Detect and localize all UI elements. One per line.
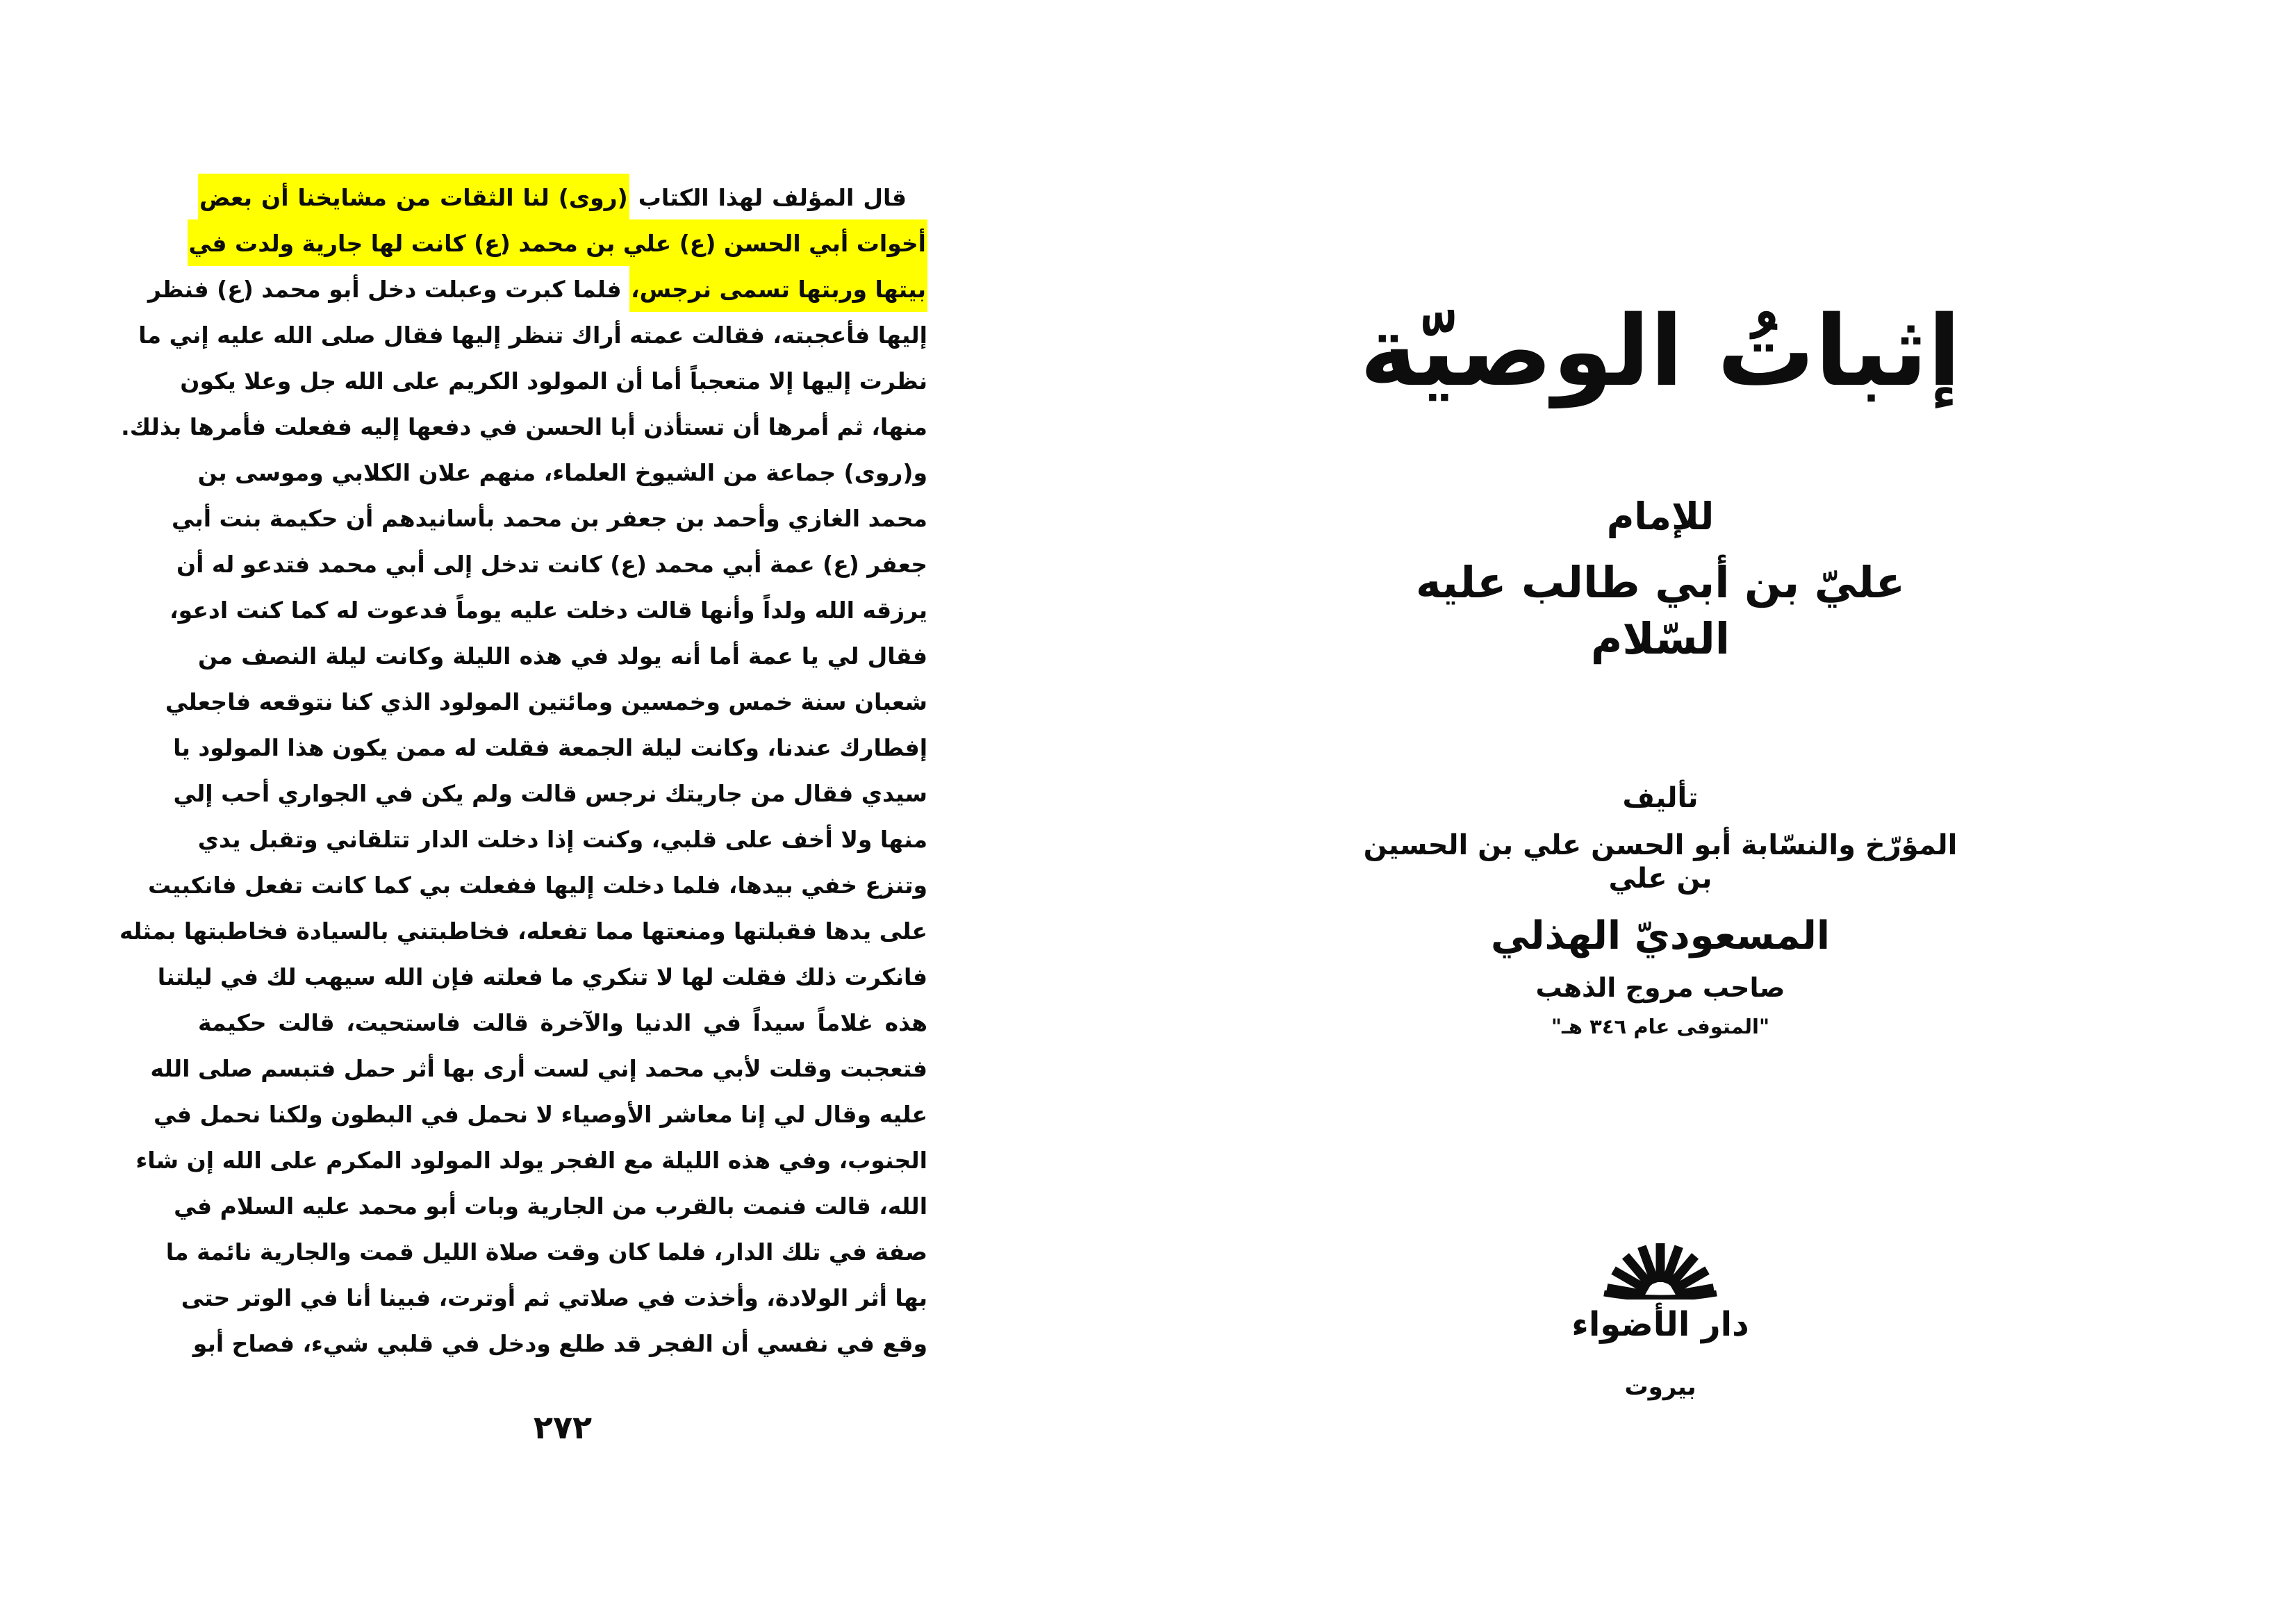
text-line [173, 725, 927, 771]
author-name-line: المؤرّخ والنسّابة أبو الحسن علي بن الحسين بن علي [1363, 829, 1958, 895]
author-surname: المسعوديّ الهذلي [1490, 913, 1831, 959]
dedication-label: للإمام [1606, 495, 1715, 538]
text-line [165, 679, 927, 725]
text-line [198, 633, 927, 679]
text-segment: منها، ثم أمرها أن تستأذن أبا الحسن في دفعها إليه ففعلت فأمرها بذلك. [121, 413, 927, 440]
text-line [121, 404, 927, 450]
text-line [176, 542, 927, 588]
right-page [1355, 274, 1966, 1401]
text-segment: صفة في تلك الدار، فلما كان وقت صلاة الليل قمت والجارية نائمة ما [165, 1238, 927, 1265]
text-line [153, 1092, 927, 1138]
text-line [198, 817, 927, 863]
text-line [148, 863, 927, 908]
text-segment: نظرت إليها إلا متعجباً أما أن المولود الكريم على الله جل وعلا يكون [180, 367, 927, 395]
text-line [170, 588, 927, 633]
text-segment: إفطارك عندنا، وكانت ليلة الجمعة فقلت له ممن يكون هذا المولود يا [173, 734, 927, 761]
publisher-logo [1355, 1234, 1966, 1300]
publisher-city: بيروت [1624, 1372, 1696, 1401]
authored-by-label: تأليف [1622, 782, 1699, 815]
text-segment: و(روى) جماعة من الشيوخ العلماء، منهم علان الكلابي وموسى بن [197, 459, 927, 486]
text-line [173, 771, 927, 817]
text-segment: على يدها فقبلتها ومنعتها مما تفعله، فخاطبتني بالسيادة فخاطبتها بمثله [119, 918, 927, 945]
text-segment: وتنزع خفي بيدها، فلما دخلت إليها ففعلت بي كما كانت تفعل فانكبيت [148, 872, 927, 899]
text-line [181, 1275, 927, 1321]
highlighted-phrase: (روى) لنا الثقات من مشايخنا أن بعض [198, 174, 629, 220]
text-segment: فانكرت ذلك فقلت لها لا تنكري ما فعلته فإن الله سيهب لك في ليلتنا [157, 963, 927, 990]
left-page-text [119, 175, 927, 1367]
text-line [198, 175, 927, 221]
text-segment: جعفر (ع) عمة أبي محمد (ع) كانت تدخل إلى أبي محمد فتدعو له أن [176, 551, 927, 578]
author-famous-work: صاحب مروج الذهب [1535, 972, 1785, 1003]
text-line [198, 450, 927, 496]
text-line [138, 313, 927, 358]
text-line [198, 1000, 927, 1046]
text-segment: وقع في نفسي أن الفجر قد طلع ودخل في قلبي شيء، فصاح أبو [192, 1330, 927, 1357]
text-segment: منها ولا أخف على قلبي، وكنت إذا دخلت الدار تتلقاني وتقبل يدي [197, 826, 927, 853]
text-segment: إليها فأعجبته، فقالت عمته أراك تنظر إليها فقال صلى الله عليه إني ما [138, 322, 927, 349]
text-line [192, 1321, 927, 1367]
text-segment: شعبان سنة خمس وخمسين ومائتين المولود الذي كنا نتوقعه فاجعلي [165, 688, 927, 715]
text-line [119, 908, 927, 954]
text-segment: عليه وقال لي إنا معاشر الأوصياء لا نحمل في البطون ولكنا نحمل في [153, 1101, 927, 1128]
text-segment: فلما كبرت وعبلت دخل أبو محمد (ع) فنظر [147, 276, 630, 303]
text-segment: الله، قالت فنمت بالقرب من الجارية وبات أبو محمد عليه السلام في [174, 1193, 927, 1220]
text-line [188, 221, 927, 267]
publisher-name: دار الأضواء [1571, 1304, 1749, 1344]
text-line [150, 1046, 927, 1092]
author-death-note: "المتوفى عام ٣٤٦ هـ" [1551, 1015, 1770, 1039]
text-line [180, 358, 927, 404]
text-segment: محمد الغازي وأحمد بن جعفر بن محمد بأسانيدهم أن حكيمة بنت أبي [171, 505, 927, 532]
text-segment: فقال لي يا عمة أما أنه يولد في هذه الليلة وكانت ليلة النصف من [198, 642, 927, 670]
page-number: ٢٧٢ [533, 1409, 593, 1446]
text-segment: سيدي فقال من جاريتك نرجس قالت ولم يكن في الجواري أحب إلي [173, 780, 927, 807]
text-line [171, 496, 927, 542]
text-segment: فتعجبت وقلت لأبي محمد إني لست أرى بها أثر حمل فتبسم صلى الله [150, 1055, 927, 1082]
highlighted-phrase: أخوات أبي الحسن (ع) علي بن محمد (ع) كانت لها جارية ولدت في [188, 219, 927, 266]
text-line [174, 1184, 927, 1229]
highlighted-phrase: بيتها وربتها تسمى نرجس، [629, 265, 927, 312]
book-title: إثباتُ الوصيّة [1360, 295, 1961, 408]
sunburst-icon [1355, 1234, 1966, 1300]
imam-name: عليّ بن أبي طالب عليه السّلام [1415, 557, 1906, 664]
text-line [165, 1229, 927, 1275]
text-line [157, 954, 927, 1000]
text-segment: الجنوب، وفي هذه الليلة مع الفجر يولد المولود المكرم على الله إن شاء [135, 1147, 927, 1174]
text-segment: هذه غلاماً سيداً في الدنيا والآخرة قالت فاستحيت، قالت حكيمة [198, 1009, 927, 1036]
text-segment: يرزقه الله ولداً وأنها قالت دخلت عليه يوماً فدعوت له كما كنت ادعو، [170, 597, 927, 624]
text-line [135, 1138, 927, 1184]
text-line [147, 267, 927, 313]
text-segment: قال المؤلف لهذا الكتاب [629, 184, 907, 211]
text-segment: بها أثر الولادة، وأخذت في صلاتي ثم أوترت، فبينا أنا في الوتر حتى [181, 1284, 927, 1311]
